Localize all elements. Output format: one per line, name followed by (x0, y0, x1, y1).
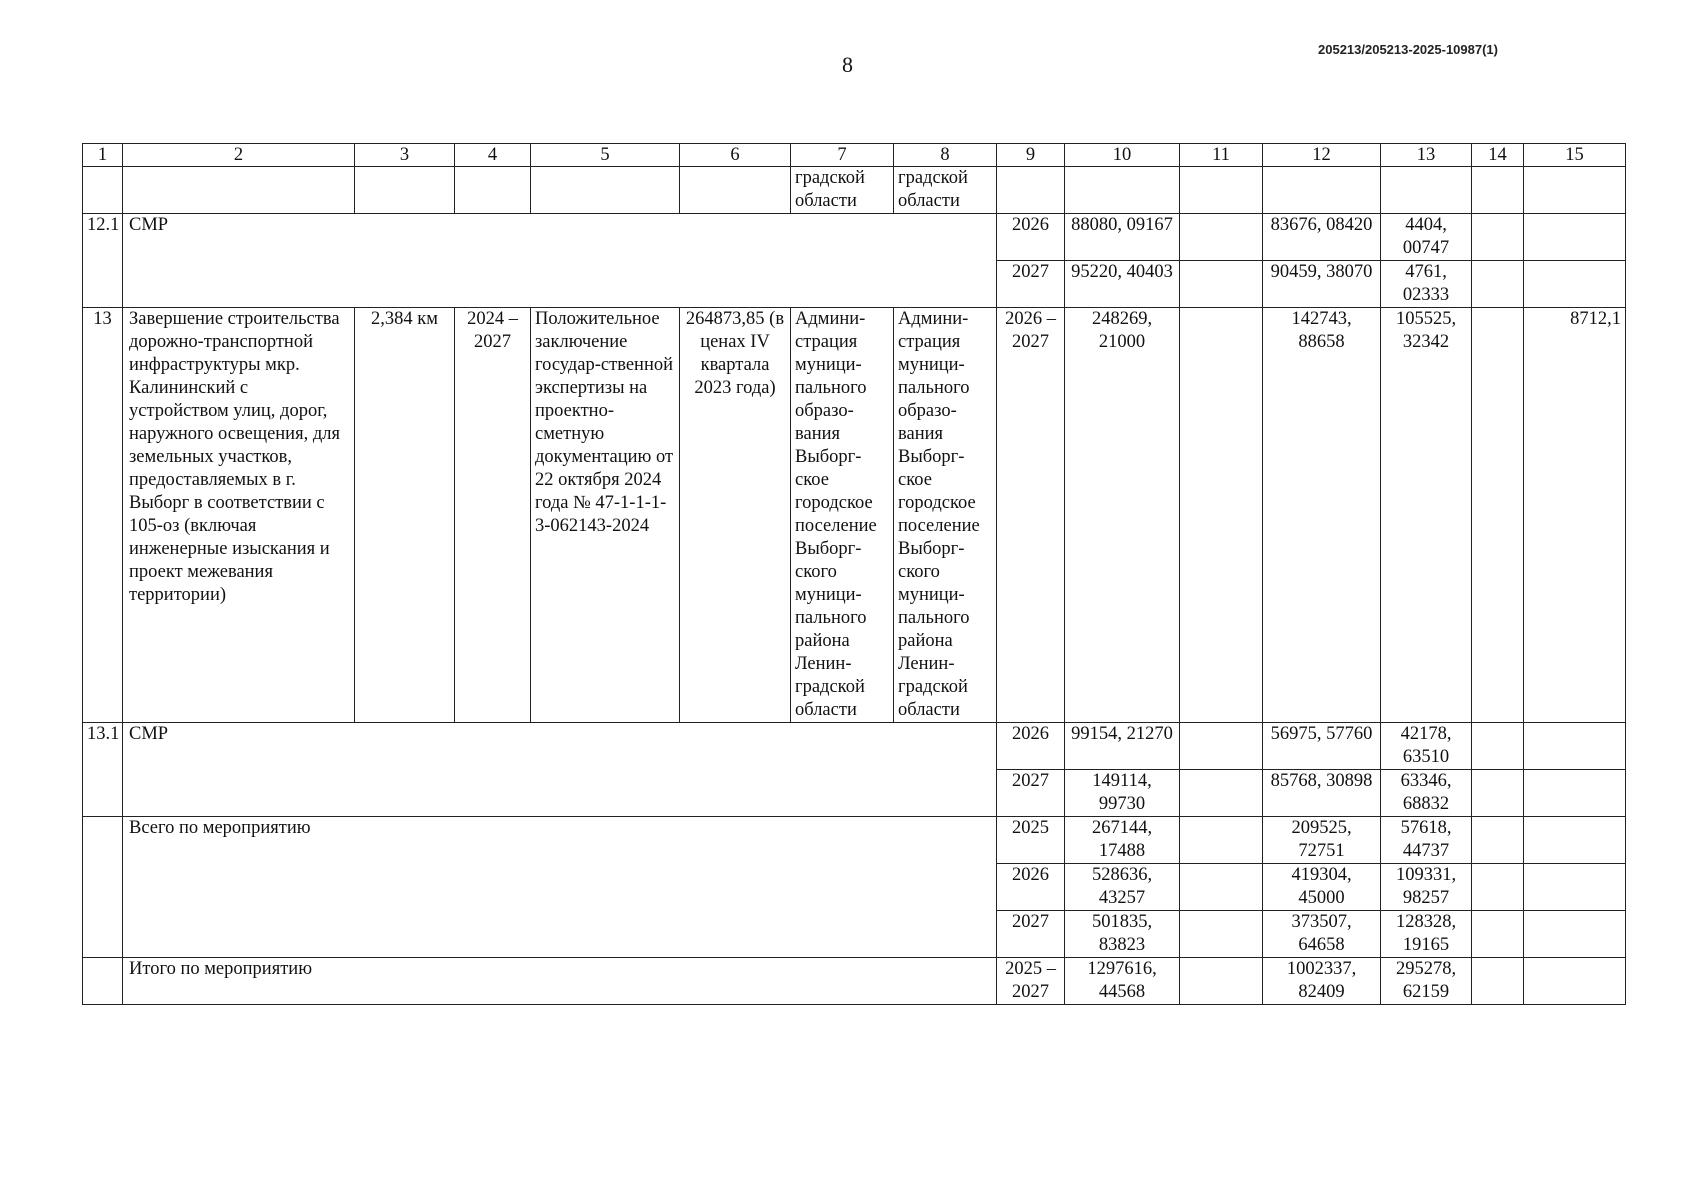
table-cell: 83676, 08420 (1263, 214, 1381, 261)
year-cell: 2027 (997, 911, 1065, 958)
table-cell: 149114, 99730 (1065, 770, 1180, 817)
table-cell: 295278, 62159 (1381, 958, 1472, 1005)
table-row (83, 308, 1626, 723)
row-number: 13.1 (83, 723, 123, 817)
col-header: 11 (1180, 144, 1263, 167)
col-header: 13 (1381, 144, 1472, 167)
year-cell: 2025 (997, 817, 1065, 864)
capacity-cell: 2,384 км (355, 308, 455, 723)
table-cell: 1002337, 82409 (1263, 958, 1381, 1005)
row-number: 13 (83, 308, 123, 723)
table-cell: 109331, 98257 (1381, 864, 1472, 911)
year-cell: 2026 – 2027 (997, 308, 1065, 723)
table-cell: 373507, 64658 (1263, 911, 1381, 958)
column-number-row (83, 144, 1626, 167)
table-cell: 88080, 09167 (1065, 214, 1180, 261)
table-cell: градской области (791, 167, 894, 214)
year-cell: 2026 (997, 214, 1065, 261)
table-row (83, 214, 1626, 261)
year-cell: 2026 (997, 864, 1065, 911)
table-cell: 501835, 83823 (1065, 911, 1180, 958)
period-cell: 2024 – 2027 (455, 308, 531, 723)
table-cell: 419304, 45000 (1263, 864, 1381, 911)
grand-total-label: Итого по мероприятию (123, 958, 997, 1005)
table-cell: 1297616, 44568 (1065, 958, 1180, 1005)
row-name: СМР (123, 723, 997, 817)
col-header: 9 (997, 144, 1065, 167)
cost-cell: 264873,85 (в ценах IV квартала 2023 года) (680, 308, 791, 723)
col-header: 5 (531, 144, 680, 167)
table-cell: градской области (894, 167, 997, 214)
table-cell: Админи-страция муници-пального образо-вания Выборг-ское городское поселение Выборг-ского муници-пального района Ленин-градской области (791, 308, 894, 723)
table-cell: 209525, 72751 (1263, 817, 1381, 864)
col-header: 10 (1065, 144, 1180, 167)
table-cell: 95220, 40403 (1065, 261, 1180, 308)
row-name: Завершение строительства дорожно-транспортной инфраструктуры мкр. Калининский с устройством улиц, дорог, наружного освещения, для земельных участков, предоставляемых в г. Выборг в соответствии с 105-оз (включая инженерные изыскания и проект межевания территории) (123, 308, 355, 723)
col-header: 1 (83, 144, 123, 167)
col-header: 6 (680, 144, 791, 167)
table-cell: 128328, 19165 (1381, 911, 1472, 958)
table-cell: 528636, 43257 (1065, 864, 1180, 911)
table-row (83, 958, 1626, 1005)
table-cell: 63346, 68832 (1381, 770, 1472, 817)
table-cell: 85768, 30898 (1263, 770, 1381, 817)
table-cell: 90459, 38070 (1263, 261, 1381, 308)
table-cell: 267144, 17488 (1065, 817, 1180, 864)
document-cell: Положительное заключение государ-ственной экспертизы на проектно-сметную документацию от 22 октября 2024 года № 47-1-1-1-3-062143-2024 (531, 308, 680, 723)
table-row (83, 723, 1626, 770)
col-header: 2 (123, 144, 355, 167)
col-header: 12 (1263, 144, 1381, 167)
row-number: 12.1 (83, 214, 123, 308)
program-table (82, 143, 1626, 1005)
page-number: 8 (842, 52, 853, 77)
total-label: Всего по мероприятию (123, 817, 997, 958)
table-cell: 42178, 63510 (1381, 723, 1472, 770)
table-cell: 57618, 44737 (1381, 817, 1472, 864)
col-header: 4 (455, 144, 531, 167)
col-header: 14 (1472, 144, 1524, 167)
col-header: 7 (791, 144, 894, 167)
col-header: 15 (1524, 144, 1626, 167)
table-row (83, 817, 1626, 864)
col-header: 3 (355, 144, 455, 167)
year-cell: 2025 – 2027 (997, 958, 1065, 1005)
year-cell: 2027 (997, 770, 1065, 817)
table-cell: 56975, 57760 (1263, 723, 1381, 770)
table-cell: 105525, 32342 (1381, 308, 1472, 723)
year-cell: 2026 (997, 723, 1065, 770)
table-cell: 4761, 02333 (1381, 261, 1472, 308)
table-cell: Админи-страция муници-пального образо-вания Выборг-ское городское поселение Выборг-ского муници-пального района Ленин-градской области (894, 308, 997, 723)
year-cell: 2027 (997, 261, 1065, 308)
table-cell: 4404, 00747 (1381, 214, 1472, 261)
table-cell: 99154, 21270 (1065, 723, 1180, 770)
row-name: СМР (123, 214, 997, 308)
document-id: 205213/205213-2025-10987(1) (1318, 42, 1498, 57)
table-row (83, 167, 1626, 214)
table-cell: 8712,1 (1524, 308, 1626, 723)
col-header: 8 (894, 144, 997, 167)
table-cell: 142743, 88658 (1263, 308, 1381, 723)
table-cell: 248269, 21000 (1065, 308, 1180, 723)
